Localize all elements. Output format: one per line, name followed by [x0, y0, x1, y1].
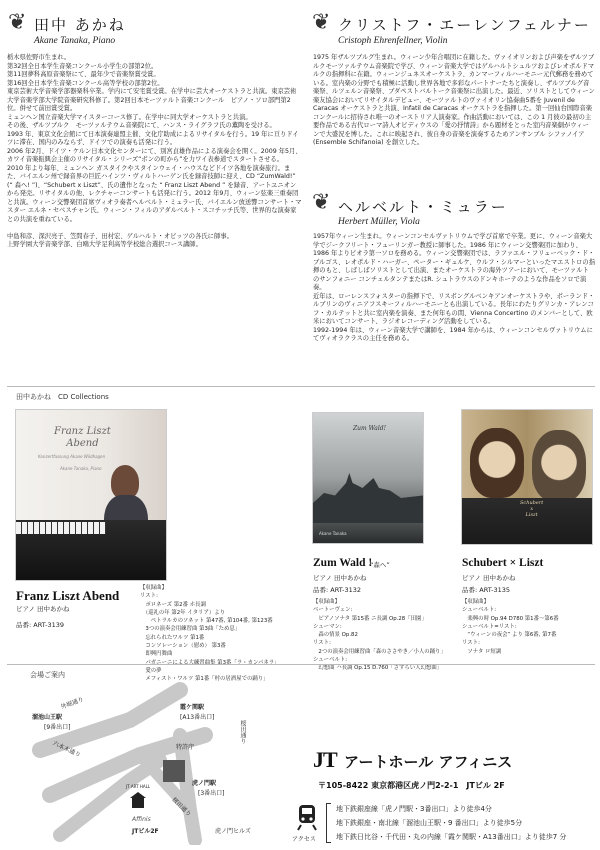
castle-silhouette — [313, 473, 423, 523]
flourish-ornament-icon: ❦ — [8, 10, 27, 35]
venue-section-label: 会場ご案内 — [30, 671, 65, 679]
cd-tracklist: 【収録曲】 シューベルト: 楽興の時 Op.94 D780 第1番〜第6番 シューベルト=リスト: “ウィーンの夜会” より 第6番, 第7番 リスト: ソナタ ロ短調 — [462, 599, 559, 655]
map-label-tameike: 溜池山王駅 — [32, 714, 63, 721]
map-label-sakuradori: 桜田通り — [170, 796, 193, 819]
cd-title: Zum Wald ! — [313, 557, 373, 569]
map-label-toranomon: 虎ノ門駅 — [192, 780, 217, 787]
cd-catalog-number: 品番: ART-3139 — [16, 621, 65, 629]
cover-artist: Akane Tanaka, Piano — [60, 466, 102, 471]
cover-title: Franz Liszt Abend — [54, 426, 111, 449]
artist-bio: 1957年ウィーン生まれ。ウィーンコンセルヴァトリウムで学び首席で卒業。更に、ウィーン音楽大学でジークフリート・フューリンガー教授に師事した。1986 年にウィーン交響楽団に加わり、1986 年よりビオラ第一ソロを務める。ウィーン交響楽団では、ラファエル・フリューベック・ド・ブルゴス、レオポルド・ハーガー、ペーター・ギュルケ、ウルフ・シルマーといったマエストロの指揮のもと、しばしばソリストとして出演、またオーケストラの海外ツアーにおいて、モーツァルトのサンフォニー コンチェルタンテまたはR. シュトラウスのドンキホーテのような作品をソロで演奏。 近年は、ローレンスフォスターの指揮下で、リスボングルベンキアンオーケストラや、ポーランド・ルブリンのヴィニアフスキーフィルハーモニーとも出演している。長年にわたりグリンカ・アレンコフ・カルテットと共に室内楽を演奏、また何年もの間、Vienna Concertino のメンバーとして、欧米においてコンサート、ラジオレコーディング活動をしている。 1992-1994 年は、ウィーン音楽大学で講師を、1984 年からは、ウィーンコンセルヴァトリウムにてヴィオラクラスの主任を務める。 — [313, 233, 596, 342]
venue-name: アートホール アフィニス — [344, 753, 513, 771]
pianist-figure — [111, 465, 139, 499]
portrait-schubert — [470, 428, 524, 498]
cd-artist: ピアノ 田中あかね — [313, 574, 367, 582]
hall-building-icon — [132, 798, 144, 808]
artist-name: クリストフ・エーレンフェルナー — [338, 16, 591, 34]
cd-artist: ピアノ 田中あかね — [16, 605, 70, 613]
cd-artist: ピアノ 田中あかね — [462, 574, 516, 582]
artist-name: 田中 あかね — [34, 16, 126, 34]
cd-tracklist: 【収録曲】 ベートーヴェン: ピアノソナタ 第15番 ニ長調 Op.28「田園」 シューマン: 森の情景 Op.82 リスト: 2つの演奏会用練習曲「森のささやき／小人の踊り」 シューベルト: 幻想曲 ハ長調 Op.15 D.760「さすらい人幻想曲」 — [313, 599, 446, 672]
map-label-jt-bldg: JTビル2F — [132, 828, 159, 835]
map-label-affinis: Affinis — [132, 816, 151, 823]
cd-title-suffix: “森へ” — [370, 561, 390, 569]
map-label-sotobori: 外堀通り — [59, 696, 85, 711]
artist-name: ヘルベルト・ミュラー — [338, 198, 508, 216]
cd-cover-franz-liszt-abend — [16, 410, 166, 580]
access-line-2: 地下鉄銀座・南北線「溜池山王駅・9 番出口」より徒歩5分 — [336, 819, 523, 827]
cover-artist: Akane Tanaka — [319, 531, 347, 536]
venue-address: 〒105-8422 東京都港区虎ノ門2-2-1 JTビル 2F — [318, 781, 505, 790]
cd-section-label: 田中あかね CD Collections — [16, 393, 109, 401]
map-label-tameike-exit: [9番出口] — [44, 724, 71, 731]
cd-tracklist: 【収録曲】 リスト: ポロネーズ 第2番 ホ長調 （巡礼の年 第2年 イタリア）より ペトラルカのソネット 第47番, 第104番, 第123番 3つの演奏会用練習曲 第3曲「ため息」 忘れられたワルツ 第1番 コンソレーション（慰め） 第3番 即興円舞曲 パガニーニによる大練習曲集 第3番「ラ・カンパネラ」 愛の夢 メフィスト・ワルツ 第1番「村の居酒屋での踊り」 — [140, 585, 280, 683]
cd-catalog-number: 品番: ART-3132 — [313, 586, 362, 594]
artist-bio: 1975 年ザルツブルグ生まれ。ウィーン少年合唱団に在籍した。ヴァイオリンおよび声楽をザルツブルクモーツァルテウム音楽院で学び、ウィーン音楽大学ではゲルハルトシュルツおよびレオポルドマルクの指揮科に在籍。ウィーンジュネスオーケストラ、カンマーフィルハーモニー元代郵務を務めている。室内楽の分野でも積極に活動し世界各地で多彩なパートナーたちと演奏し、ザルツブルグ音楽祭、ルツェルン音楽祭、ブダペストバルトーク音楽祭に出演した。最近、ソリストとしてウィーン楽友協会においてリサイタルデビュー、モーツァルトのヴァイオリン協奏曲5番を Juvenil de Caracas オーケストラと共演、Infatil de Caracas オーケストラを指揮した。第一回仙台国際音楽コンクールに招待され唯一のオーストリア人演奏家。作曲活動においては、この 1 月彼の最初の主要作品である古代ローマ詩人オビディウスの「愛の抒情詩」から題材をとった室内音楽劇がウィーンで大盛況を博した。これに映起され、彼自身の音楽を演奏するためアンサンブル シファノイア (Ensemble Schifanoia) を創立した。 — [313, 54, 595, 146]
cover-title: Schubert x Liszt — [520, 500, 544, 518]
artist-bio: 栃木県佐野市生まれ。 第32回全日本学生音楽コンクール小学生の部第2位。 第11回夢科高原音楽祭にて、最年少で音楽祭賞受賞。 第16回全日本学生音楽コンクール高等学校の部第2位。 東京芸術大学音楽学部器楽科卒業。学内にて安宅賞受賞。在学中に芸大オーケストラと共演。東京芸術大学音楽学部大学院音楽研究科修了。第2回日本モーツァルト音楽コンクール ピアノ・ソロ部門第2位。併せて前田賞受賞。 ミュンヘン国立音楽大学マイスターコース修了。在学中に同大学オーケストラと共演。 その後、ザルツブルク モーツァルテウム音楽院にて、ハンス・ライグラフ氏の薫陶を受ける。 1993 年、東京文化会館にて日本演奏連盟主催、文化庁助成によるリサイタルを行う。19 年に亘りドイツに滞在、国内のみならず、ドイツでの演奏も活発に行う。 2006 年2月、ドイツ・ケルン日本文化センターにて、別宮貞雄作品による演奏会を開く。2009 年5月、カワイ音楽振興会主催のリサイタル・シリーズ“ボンの町から”を力ワイ表参道でスタートさせる。 2010 年より毎年、ミュンヘン ガスタイクやスタインウェイ・ハウスなどドイツ各地を演奏旅行。また、バイエルン州で録音界の巨匠ハインツ・ヴィルトハーゲン氏を録音技師に迎え、CD “ZumWald!” (“ 森へ! ”)、“Schubert x Liszt”、氏の遺作となった “ Franz Liszt Abend ” を録音、アートユニオンから発売。リサイタルの他、レクチャーコンサートも活発に行う。2012 年9月、ウィーン弦楽三重奏団と共演。ウィーン交響楽団首席ヴィオラ奏者ヘルベルト・ミュラー氏、バイエルン放送響コンサート・マスター エルネ・セベスチャン氏、ウィーン・フィルのアダルベルト・スコチッチ氏等、世界的な演奏家との共演を重ねている。 中島和彦、深沢亮子、笠間春子、田村宏、ゲルハルト・オピッツの各氏に師事。 上野学園大学音楽学部、白鴎大学足利高等学校総合選択コース講師。 — [7, 54, 302, 248]
cd-title: Franz Liszt Abend — [16, 588, 120, 603]
cd-title: Schubert × Liszt — [462, 557, 544, 569]
artist-role: Cristoph Ehrenfellner, Violin — [338, 36, 448, 46]
piano-keys — [16, 522, 106, 534]
section-divider — [7, 386, 595, 387]
map-label-sakurada: 桜田通り — [239, 720, 246, 744]
access-line-1: 地下鉄銀座線「虎ノ門駅・3番出口」より徒歩4分 — [336, 805, 492, 813]
cd-cover-schubert-liszt — [462, 410, 592, 544]
map-label-kasumigaseki: 霞ケ関駅 — [180, 704, 205, 711]
access-label: アクセス — [292, 836, 316, 843]
artist-role: Herbert Müller, Viola — [338, 217, 420, 227]
map-label-hills: 虎ノ門ヒルズ — [215, 828, 251, 835]
cd-cover-zum-wald — [313, 413, 423, 543]
map-label-roppongi: 六本木通り — [51, 739, 82, 759]
venue-logo: JT — [313, 747, 337, 772]
cd-catalog-number: 品番: ART-3135 — [462, 586, 511, 594]
flourish-ornament-icon: ❦ — [312, 190, 331, 215]
map-label-toranomon-exit: [3番出口] — [198, 790, 225, 797]
map-label-jt-hall: JT ART HALL — [126, 784, 151, 789]
flourish-ornament-icon: ❦ — [312, 10, 331, 35]
train-icon — [296, 803, 318, 831]
portrait-liszt — [532, 430, 586, 502]
access-line-3: 地下鉄日比谷・千代田・丸の内線「霞ケ関駅・A13番出口」より徒歩7 分 — [336, 833, 567, 841]
access-bracket — [326, 803, 331, 843]
cover-title: Zum Wald! — [353, 425, 387, 432]
section-divider — [7, 664, 595, 665]
cover-subtitle: Konzertfassung Akane Wildhagen — [38, 454, 106, 459]
jt-building-marker — [163, 760, 185, 782]
map-label-tokkyocho: 特許庁 — [176, 744, 195, 751]
artist-role: Akane Tanaka, Piano — [34, 36, 116, 46]
map-label-kasumigaseki-exit: [A13番出口] — [180, 714, 215, 721]
access-map — [30, 680, 270, 845]
